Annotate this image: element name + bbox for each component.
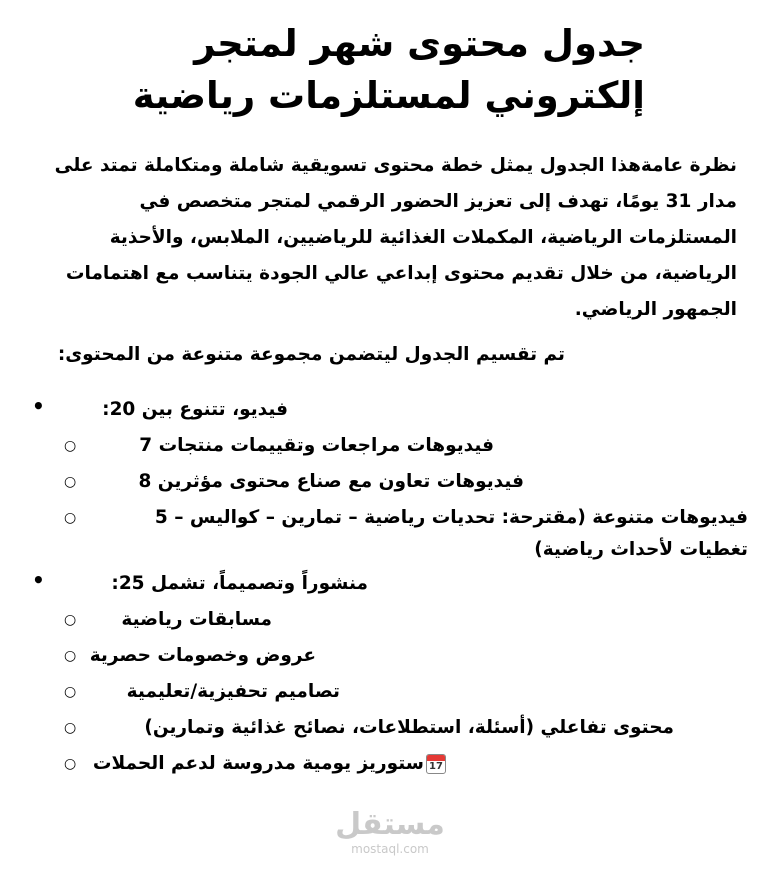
videos-heading: فيديو، تتنوع بين 20: <box>102 399 288 420</box>
watermark-arabic: مستقل <box>335 807 445 842</box>
posts-item: مسابقات رياضية <box>121 609 272 630</box>
calendar-icon: 17 <box>426 754 446 774</box>
bullet-disc-icon: • <box>32 568 45 592</box>
bullet-circle-icon: ○ <box>64 510 77 526</box>
mostaql-watermark-logo <box>330 808 450 856</box>
list-item <box>28 710 748 746</box>
list-item <box>28 674 748 710</box>
bullet-circle-icon: ○ <box>64 612 77 628</box>
list-item-videos <box>28 392 748 428</box>
list-item <box>28 428 748 464</box>
bullet-circle-icon: ○ <box>64 438 77 454</box>
bullet-circle-icon: ○ <box>64 756 77 772</box>
bullet-circle-icon: ○ <box>64 720 77 736</box>
list-item-posts <box>28 566 748 602</box>
posts-heading: منشوراً وتصميماً، تشمل 25: <box>111 573 368 594</box>
bullet-circle-icon: ○ <box>64 474 77 490</box>
posts-item: تصاميم تحفيزية/تعليمية <box>126 681 340 702</box>
bullet-circle-icon: ○ <box>64 648 77 664</box>
list-item <box>28 464 748 500</box>
bullet-disc-icon: • <box>32 394 45 418</box>
intro-line: تم تقسيم الجدول ليتضمن مجموعة متنوعة من المحتوى: <box>57 344 565 365</box>
list-item <box>28 500 748 566</box>
videos-item: فيديوهات تعاون مع صناع محتوى مؤثرين 8 <box>138 471 524 492</box>
videos-item: فيديوهات مراجعات وتقييمات منتجات 7 <box>139 435 494 456</box>
bullet-circle-icon: ○ <box>64 684 77 700</box>
list-item <box>28 638 748 674</box>
watermark-latin: mostaql.com <box>351 842 429 856</box>
posts-item: عروض وخصومات حصرية <box>89 645 316 666</box>
stories-label: ستوريز يومية مدروسة لدعم الحملات <box>92 753 424 774</box>
posts-item-stories <box>93 748 446 780</box>
posts-item: محتوى تفاعلي (أسئلة، استطلاعات، نصائح غذائية وتمارين) <box>144 717 674 738</box>
overview-paragraph: نظرة عامةهذا الجدول يمثل خطة محتوى تسويقية شاملة ومتكاملة تمتد على مدار 31 يومًا، تهدف إلى تعزيز الحضور الرقمي لمتجر متخصص في المستلزمات الرياضية، المكملات الغذائية للرياضيين، الملابس، والأحذية الرياضية، من خلال تقديم محتوى إبداعي عالي الجودة يتناسب مع اهتمامات الجمهور الرياضي. <box>54 155 737 320</box>
document-title: جدول محتوى شهر لمتجر إلكتروني لمستلزمات رياضية <box>132 22 645 117</box>
videos-item: فيديوهات متنوعة (مقترحة: تحديات رياضية – تمارين – كواليس – 5 تغطيات لأحداث رياضية) <box>154 507 748 560</box>
content-list <box>28 392 748 782</box>
list-item <box>28 746 748 782</box>
list-item <box>28 602 748 638</box>
